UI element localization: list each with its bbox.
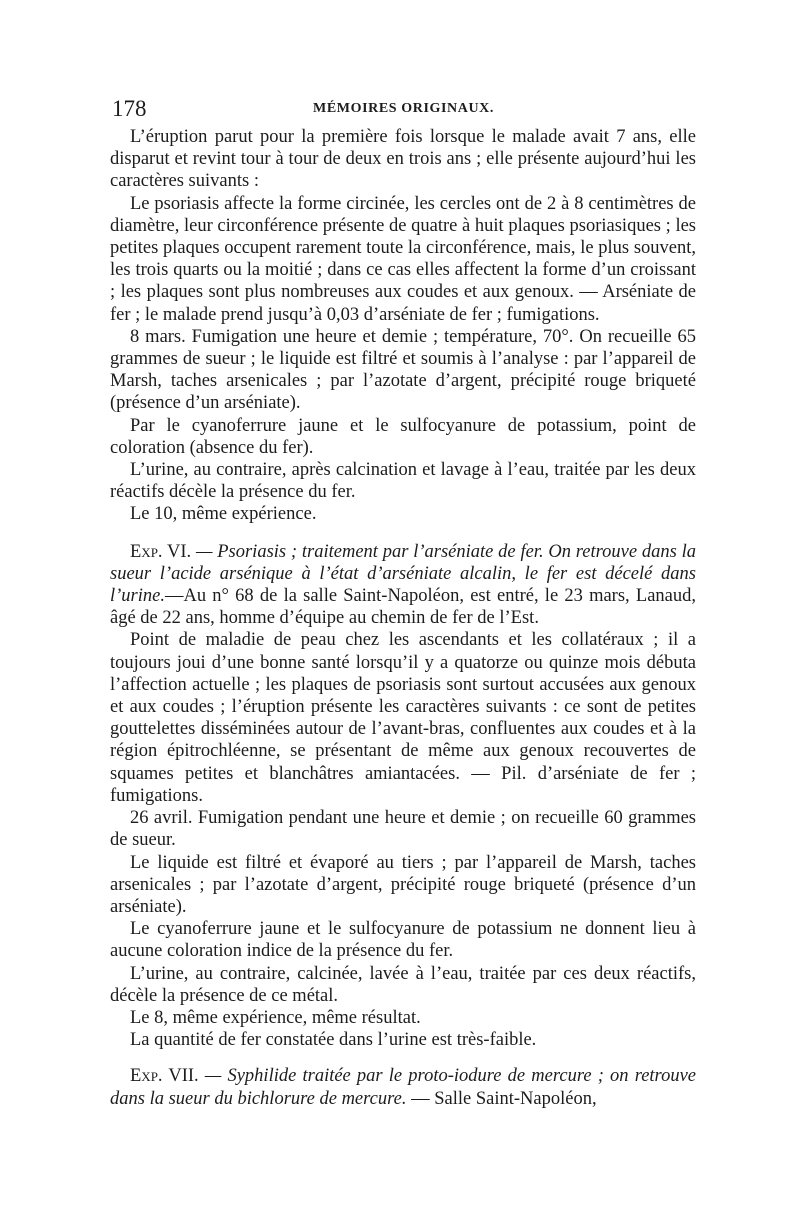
experiment-7-intro: — Salle Saint-Napoléon, [411, 1088, 597, 1109]
paragraph-quantite-fer: La quantité de fer constatée dans l’urine est très-faible. [130, 1030, 537, 1051]
paragraph-8-mars: 8 mars. Fumigation une heure et demie ; température, 70°. On recueille 65 grammes de sueur ; le liquide est filtré et soumis à l’analyse : par l’appareil de Marsh, taches arsenicales ; par l’azotate d’argent, précipité rouge briqueté (présence d’un arséniate). [110, 326, 696, 414]
experiment-7-heading [110, 1065, 696, 1109]
paragraph-urine-2: L’urine, au contraire, calcinée, lavée à l’eau, traitée par ces deux réactifs, décèle la présence de ce métal. [110, 963, 696, 1006]
paragraph-le-8: Le 8, même expérience, même résultat. [130, 1007, 421, 1028]
paragraph-exp6-history: Point de maladie de peau chez les ascendants et les collatéraux ; il a toujours joui d’une bonne santé lorsqu’il y a quatorze ou quinze mois débuta l’affection actuelle ; les plaques de psoriasis sont surtout accusées aux genoux et aux coudes ; l’éruption présente les caractères suivants : ce sont de petites gouttelettes disséminées autour de l’avant-bras, confluentes aux coudes et à la région épitrochléenne, se présentant de même aux genoux recouvertes de squames petites et blanchâtres amiantacées. — Pil. d’arséniate de fer ; fumigations. [110, 630, 696, 806]
experiment-6-intro: —Au n° 68 de la salle Saint-Napoléon, est entré, le 23 mars, Lanaud, âgé de 22 ans, homme d’équipe au chemin de fer de l’Est. [110, 586, 696, 629]
paragraph-psoriasis-form: Le psoriasis affecte la forme circinée, les cercles ont de 2 à 8 centimètres de diamètre, leur circonférence présente de quatre à huit plaques psoriasiques ; les petites plaques occupent rarement toute la circonférence, mais, le plus souvent, les trois quarts ou la moitié ; dans ce cas elles affectent la forme d’un croissant ; les plaques sont plus nombreuses aux coudes et aux genoux. — Arséniate de fer ; le malade prend jusqu’à 0,03 d’arséniate de fer ; fumigations. [110, 193, 696, 325]
body-text [110, 126, 696, 1110]
experiment-7-label: Exp. VII. [130, 1066, 199, 1087]
paragraph-eruption: L’éruption parut pour la première fois lorsque le malade avait 7 ans, elle disparut et revint tour à tour de deux en trois ans ; elle présente aujourd’hui les caractères suivants : [110, 127, 696, 192]
paragraph-liquide-filtre: Le liquide est filtré et évaporé au tiers ; par l’appareil de Marsh, taches arsenicales ; par l’azotate d’argent, précipité rouge briqueté (présence d’un arséniate). [110, 852, 696, 917]
experiment-6-label: Exp. VI. [130, 541, 192, 562]
paragraph-le-10: Le 10, même expérience. [130, 504, 317, 525]
paragraph-urine: L’urine, au contraire, après calcination et lavage à l’eau, traitée par les deux réactifs décèle la présence du fer. [110, 460, 696, 503]
paragraph-26-avril: 26 avril. Fumigation pendant une heure et demie ; on recueille 60 grammes de sueur. [110, 808, 696, 851]
experiment-6-title: — Psoriasis ; traitement par l’arséniate de fer. On retrouve dans la sueur l’acide arsénique à l’état d’arséniate alcalin, le fer est décelé dans l’urine. [110, 541, 697, 607]
paragraph-cyanoferrure-2: Le cyanoferrure jaune et le sulfocyanure de potassium ne donnent lieu à aucune coloration indice de la présence du fer. [110, 919, 696, 962]
experiment-7-title: — Syphilide traitée par le proto-iodure de mercure ; on retrouve dans la sueur du bichlorure de mercure. [110, 1066, 696, 1109]
running-title: MÉMOIRES ORIGINAUX. [313, 101, 494, 116]
experiment-6-heading [110, 541, 696, 630]
paragraph-cyanoferrure: Par le cyanoferrure jaune et le sulfocyanure de potassium, point de coloration (absence du fer). [110, 415, 696, 458]
page-number: 178 [112, 96, 147, 121]
running-head [112, 96, 695, 122]
